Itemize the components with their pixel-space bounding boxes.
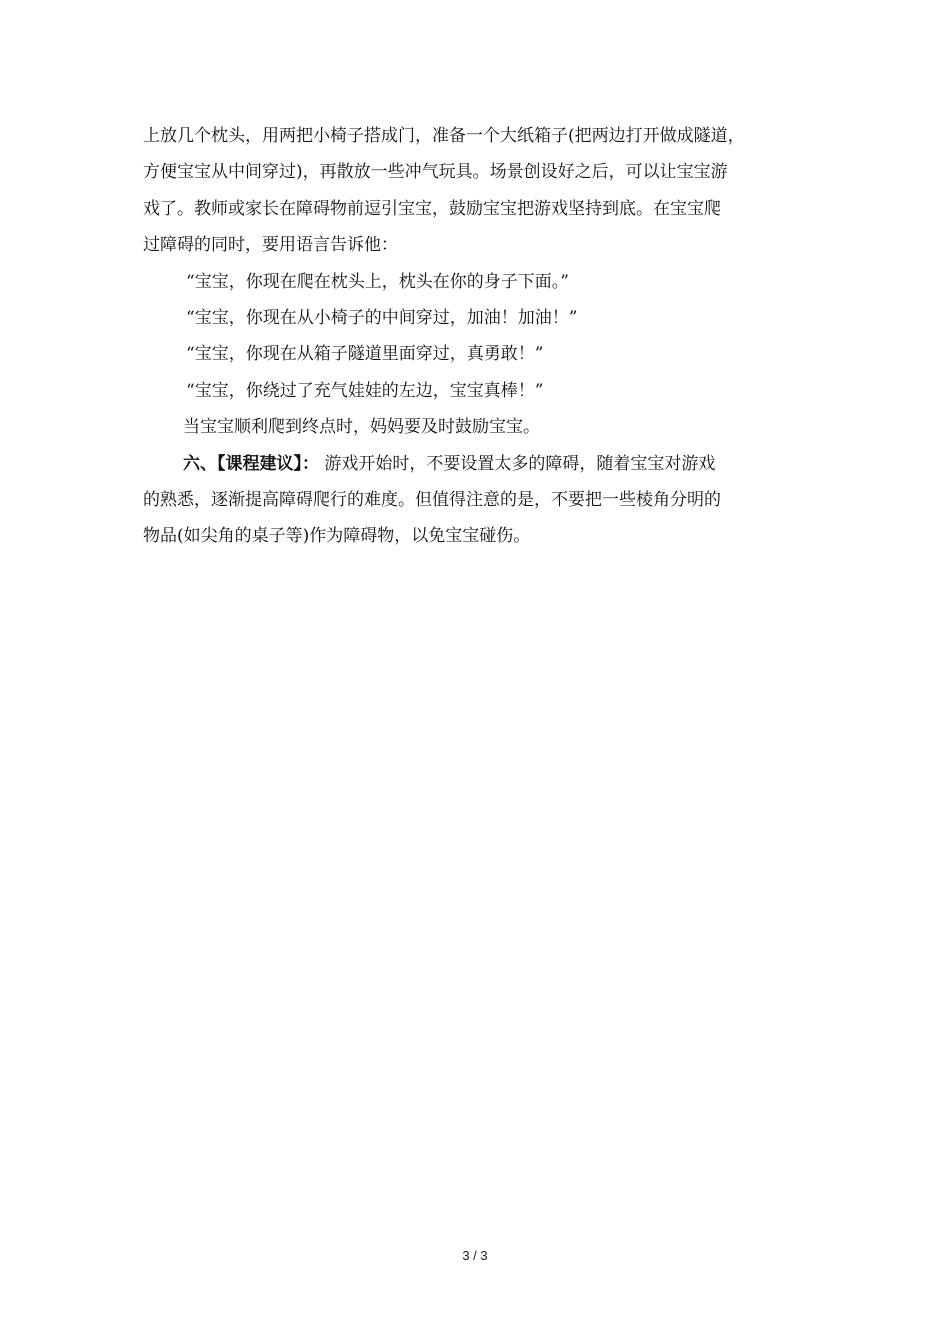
quote-line: “宝宝，你现在从小椅子的中间穿过，加油！加油！” [186, 307, 578, 328]
text-line: 过障碍的同时，要用语言告诉他： [143, 235, 398, 256]
text-line: 上放几个枕头，用两把小椅子搭成门，准备一个大纸箱子(把两边打开做成隧道， [143, 126, 745, 146]
closing-line: 当宝宝顺利爬到终点时，妈妈要及时鼓励宝宝。 [183, 417, 540, 438]
section-first-line [143, 446, 833, 482]
document-body [143, 118, 833, 555]
text-line: 的熟悉，逐渐提高障碍爬行的难度。但值得注意的是，不要把一些棱角分明的 [143, 489, 721, 510]
quote-line: “宝宝，你现在从箱子隧道里面穿过，真勇敢！” [186, 344, 544, 365]
section-intro-text: 游戏开始时，不要设置太多的障碍，随着宝宝对游戏 [319, 453, 716, 474]
text-line: 戏了。教师或家长在障碍物前逗引宝宝，鼓励宝宝把游戏坚持到底。在宝宝爬 [143, 198, 721, 219]
section-heading: 六、【课程建议】： [183, 453, 319, 474]
quote-line: “宝宝，你现在爬在枕头上，枕头在你的身子下面。” [186, 271, 569, 292]
spoken-prompts [143, 264, 833, 410]
quote-line: “宝宝，你绕过了充气娃娃的左边，宝宝真棒！” [186, 380, 544, 401]
page-number: 3 / 3 [462, 1248, 488, 1263]
text-line: 物品(如尖角的桌子等)作为障碍物，以免宝宝碰伤。 [143, 526, 531, 547]
text-line: 方便宝宝从中间穿过)，再散放一些冲气玩具。场景创设好之后，可以让宝宝游 [143, 162, 728, 183]
activity-paragraph [143, 118, 833, 264]
section-course-suggestion [143, 446, 833, 555]
